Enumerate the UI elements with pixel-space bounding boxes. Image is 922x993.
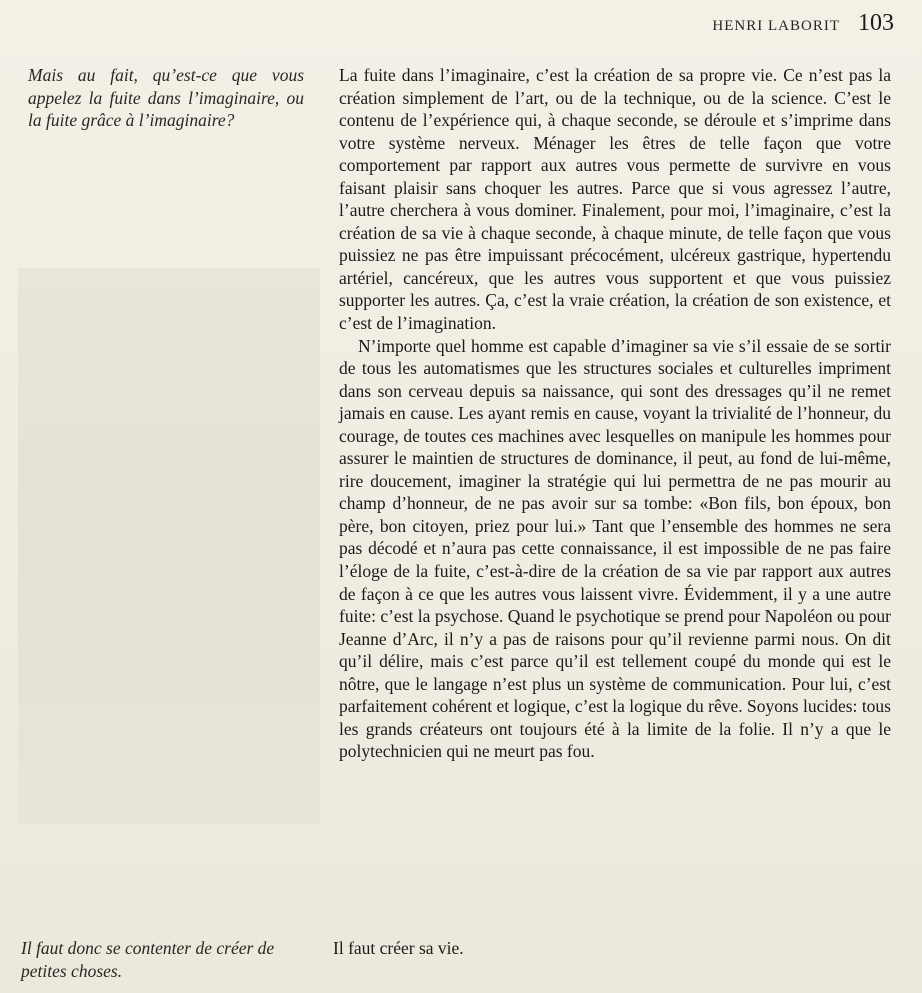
body-paragraph-1: La fuite dans l’imaginaire, c’est la création de sa propre vie. Ce n’est pas la création simplement de l’art, ou de la technique, ou de la science. C’est le contenu de l’expérience qui, à chaque seconde, se déroule et s’imprime dans votre système nerveux. Ménager les êtres de telle façon que votre comportement par rapport aux autres vous permette de survivre en vous faisant plaisir sans choquer les autres. Parce que si vous agressez l’autre, l’autre cherchera à vous dominer. Finalement, pour moi, l’imaginaire, c’est la création de sa vie à chaque seconde, à chaque minute, de telle façon que vous puissiez ne pas être impuissant précocément, ulcéreux gastrique, hypertendu artériel, cancéreux, que les autres vous supportent et que vous puissiez supporter les autres. Ça, c’est la vraie création, la création de son existence, et c’est de l’imagination. bbox=[339, 65, 891, 334]
answer-2: Il faut créer sa vie. bbox=[333, 938, 464, 958]
page-number: 103 bbox=[858, 10, 894, 36]
margin-question-2: Il faut donc se contenter de créer de petites choses. bbox=[21, 938, 275, 981]
body-paragraph-2: N’importe quel homme est capable d’imaginer sa vie s’il essaie de se sortir de tous les automatismes que les structures sociales et culturelles impriment dans son cerveau depuis sa naissance, qui sont des dressages qu’il ne remet jamais en cause. Les ayant remis en cause, voyant la trivialité de l’honneur, du courage, de toutes ces machines avec lesquelles on manipule les hommes pour assurer le maintien de structures de dominance, il peut, au fond de lui-même, rire doucement, imaginer la stratégie qui lui permettra de ne pas mourir au champ d’honneur, de ne pas avoir sur sa tombe: «Bon fils, bon époux, bon père, bon citoyen, priez pour lui.» Tant que l’ensemble des hommes ne sera pas décodé et n’aura pas cette connaissance, il est impossible de ne pas faire l’éloge de la fuite, c’est-à-dire de la création de sa vie par rapport aux autres de façon à ce que les autres vous laissent vivre. Évidemment, il y a une autre fuite: c’est la psychose. Quand le psychotique se prend pour Napoléon ou pour Jeanne d’Arc, il n’y a pas de raisons pour qu’il revienne parmi nous. On dit qu’il délire, mais c’est parce qu’il est tellement coupé du monde qui est le nôtre, que le langage n’est plus un système de communication. Pour lui, c’est parfaitement cohérent et logique, c’est la logique du rêve. Soyons lucides: tous les grands créateurs ont toujours été à la limite de la folie. Il n’y a que le polytechnicien qui ne meurt pas fou. bbox=[339, 335, 891, 762]
margin-question-1: Mais au fait, qu’est-ce que vous appelez la fuite dans l’imaginaire, ou la fuite grâce à l’imaginaire? bbox=[28, 65, 304, 130]
faded-photo-area bbox=[18, 268, 320, 824]
running-head: HENRI LABORIT bbox=[712, 18, 840, 34]
main-text bbox=[339, 64, 891, 763]
page-header bbox=[712, 10, 894, 37]
